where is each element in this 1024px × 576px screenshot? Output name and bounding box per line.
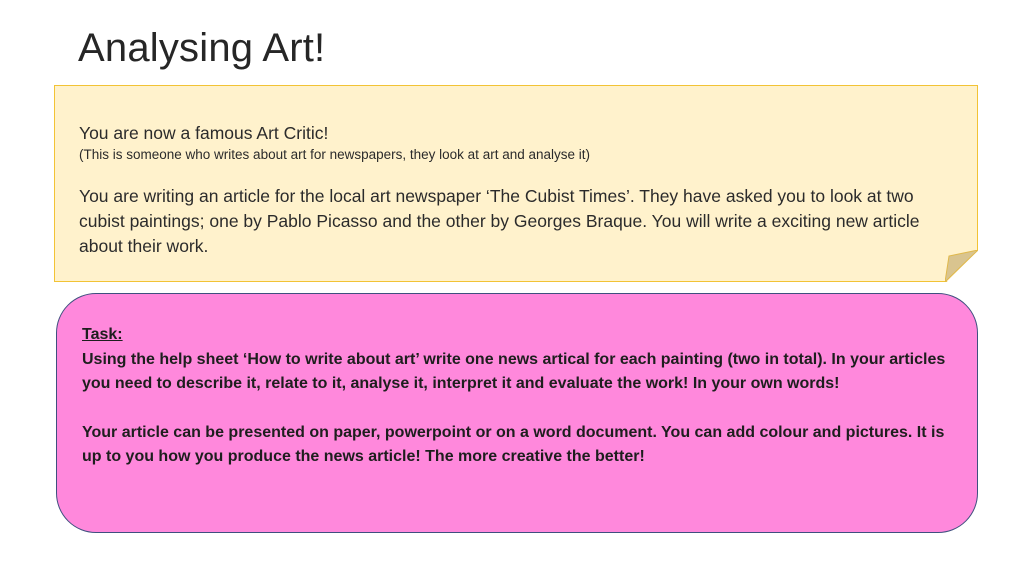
task-heading: Task: xyxy=(82,326,123,343)
task-text xyxy=(82,323,952,470)
task-spacer xyxy=(82,397,952,421)
article-paragraph: You are writing an article for the local art newspaper ‘The Cubist Times’. They have asked you to look at two cubist paintings; one by Pablo Picasso and the other by Georges Braque. You will write a exciting new article about their work. xyxy=(79,186,920,256)
intro-text xyxy=(79,122,959,259)
critic-subtitle: (This is someone who writes about art for newspapers, they look at art and analyse it) xyxy=(79,147,590,162)
task-presentation: Your article can be presented on paper, powerpoint or on a word document. You can add colour and pictures. It is up to you how you produce the news article! The more creative the better! xyxy=(82,423,945,465)
slide-title: Analysing Art! xyxy=(78,26,326,70)
critic-line: You are now a famous Art Critic! xyxy=(79,123,329,143)
task-instructions: Using the help sheet ‘How to write about art’ write one news artical for each painting (two in total). In your articles you need to describe it, relate to it, analyse it, interpret it and evaluate the work! In your own words! xyxy=(82,350,946,392)
